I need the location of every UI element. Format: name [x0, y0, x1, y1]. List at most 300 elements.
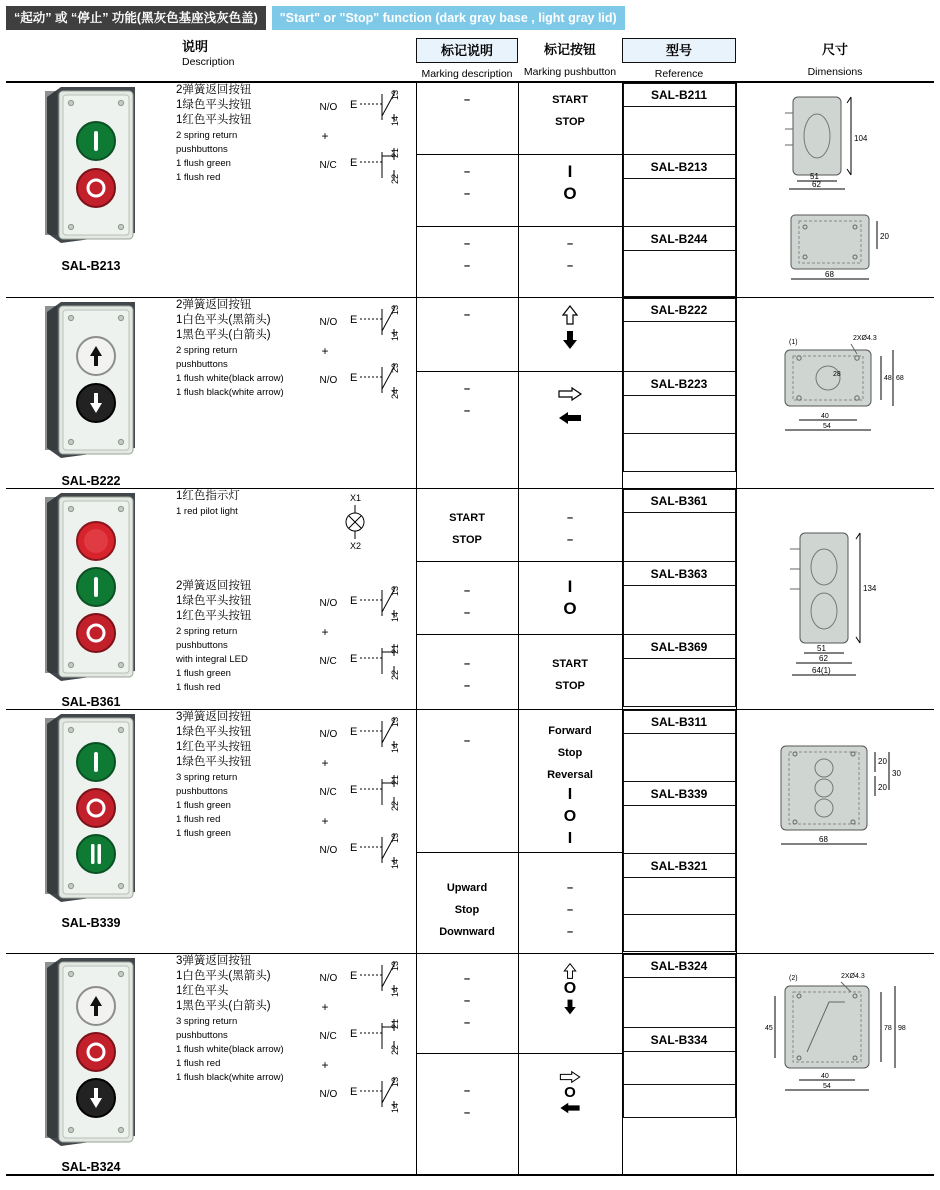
- marking-desc-group: [417, 1054, 518, 1144]
- product-image-cell: [6, 954, 176, 1176]
- marking-desc-group: [417, 298, 518, 372]
- marking-desc-line: –: [463, 973, 471, 985]
- contact-unit-no: [320, 85, 416, 129]
- marking-desc-group: [417, 562, 518, 635]
- marking-desc-line: –: [463, 238, 471, 250]
- svg-text:E: E: [349, 970, 357, 982]
- marking-desc-line: –: [463, 94, 471, 106]
- svg-text:E: E: [349, 1028, 357, 1040]
- header-reference-cn: 型号: [665, 43, 692, 58]
- desc-cn-line: 3弹簧返回按钮: [176, 711, 252, 723]
- desc-en-line: with integral LED: [176, 654, 248, 665]
- reference-code: SAL-B222: [623, 298, 736, 322]
- product-label: SAL-B222: [61, 474, 121, 488]
- dim-label: 78: [884, 1025, 893, 1032]
- marking-desc-group: [417, 710, 518, 853]
- contact-unit-no: [320, 300, 416, 344]
- desc-en-line: 1 flush black(white arrow): [176, 1072, 284, 1083]
- dim-label: 68: [825, 270, 835, 279]
- reference-blank: [623, 322, 736, 372]
- marking-desc-line: –: [463, 309, 471, 321]
- marking-btn-line: –: [566, 904, 574, 916]
- marking-btn-cell: [518, 82, 622, 298]
- product-label: SAL-B213: [61, 259, 121, 273]
- contact-label: N/C: [319, 159, 337, 171]
- marking-desc-line: –: [463, 188, 471, 200]
- marking-btn-line: –: [566, 926, 574, 938]
- nc-contact-symbol: [348, 640, 408, 682]
- nc-contact-symbol: [348, 1015, 408, 1057]
- desc-en-line: 1 flush black(white arrow): [176, 387, 284, 398]
- header-reference-en: Reference: [654, 68, 704, 80]
- arrow-down-solid-icon: [561, 998, 579, 1016]
- dimensions-cell: [736, 82, 934, 298]
- header-marking-btn: [518, 38, 622, 82]
- contact-diagram-group: [320, 954, 416, 1116]
- marking-desc-line: –: [463, 383, 471, 395]
- svg-text:14: 14: [389, 115, 400, 126]
- marking-desc-line: –: [463, 680, 471, 692]
- contact-label: N/O: [319, 597, 338, 609]
- marking-desc-line: Stop: [454, 904, 480, 916]
- desc-cn-line: 1黑色平头(白箭头): [176, 1000, 271, 1012]
- marking-btn-line: Forward: [548, 725, 592, 737]
- marking-btn-group: [519, 562, 622, 635]
- desc-en-line: 1 flush white(black arrow): [176, 373, 284, 384]
- contact-plus: +: [321, 129, 329, 143]
- marking-btn-group: [519, 710, 622, 782]
- header-description-en: Description: [182, 56, 235, 68]
- contact-plus: +: [321, 756, 329, 770]
- svg-text:E: E: [349, 157, 357, 169]
- header-marking-desc-en: Marking description: [421, 68, 513, 80]
- product-label: SAL-B361: [61, 695, 121, 709]
- product-label: SAL-B339: [61, 916, 121, 930]
- desc-en-line: 1 flush green: [176, 800, 231, 811]
- arrow-up-outline-icon: [561, 962, 579, 980]
- desc-en-line: 2 spring return: [176, 626, 238, 637]
- desc-en-line: 1 flush red: [176, 814, 221, 825]
- svg-text:23: 23: [389, 362, 400, 373]
- table-row: [6, 954, 934, 1176]
- dimension-drawing-b324: [745, 968, 925, 1108]
- description-text: [176, 954, 316, 1116]
- reference-blank: [623, 978, 736, 1028]
- desc-cn-line: 1绿色平头按钮: [176, 726, 252, 738]
- dimensions-cell: [736, 954, 934, 1176]
- product-image-cell: [6, 82, 176, 298]
- dim-label: 45: [765, 1025, 774, 1032]
- desc-cn-line: 1绿色平头按钮: [176, 756, 252, 768]
- product-image-cell: [6, 298, 176, 489]
- svg-text:14: 14: [389, 858, 400, 869]
- header-reference-box: [622, 38, 736, 63]
- marking-btn-symbol: I: [567, 830, 573, 847]
- marking-btn-group: [519, 227, 622, 297]
- svg-text:24: 24: [389, 388, 400, 399]
- marking-btn-group: [519, 489, 622, 562]
- banner-english: "Start" or "Stop" function (dark gray base , light gray lid): [272, 6, 625, 30]
- no-contact-symbol: [348, 582, 408, 624]
- svg-text:13: 13: [389, 304, 400, 315]
- desc-cn-line: 1黑色平头(白箭头): [176, 329, 271, 341]
- header-dimensions-cn: 尺寸: [821, 42, 848, 57]
- dim-label: 51: [810, 172, 820, 181]
- dim-label: 2XØ4.3: [853, 335, 877, 342]
- desc-cn-line: 1红色平头按钮: [176, 741, 252, 753]
- marking-btn-symbol: O: [563, 808, 577, 825]
- marking-desc-line: –: [463, 585, 471, 597]
- reference-blank: [623, 513, 736, 562]
- desc-en-line: 1 flush green: [176, 668, 231, 679]
- contact-unit-no: [320, 956, 416, 1000]
- dimension-drawing-b339: [745, 732, 925, 872]
- header-marking-desc-box: [416, 38, 518, 63]
- svg-text:E: E: [349, 726, 357, 738]
- dim-label: 20: [880, 232, 890, 241]
- svg-text:22: 22: [389, 173, 400, 184]
- marking-btn-line: –: [566, 882, 574, 894]
- svg-text:14: 14: [389, 330, 400, 341]
- product-photo-b339: [39, 710, 143, 910]
- dim-label: 28: [833, 371, 842, 378]
- dim-label: 68: [819, 835, 829, 844]
- dim-label: 54: [823, 423, 832, 430]
- dim-label: 134: [863, 584, 877, 593]
- no-contact-symbol: [348, 829, 408, 871]
- marking-desc-group: [417, 635, 518, 707]
- product-photo-b361: [39, 489, 143, 689]
- header-dimensions: [736, 38, 934, 82]
- no-contact-symbol: [348, 713, 408, 755]
- nc-contact-symbol: [348, 144, 408, 186]
- reference-code: SAL-B363: [623, 562, 736, 586]
- marking-desc-line: –: [463, 260, 471, 272]
- contact-label: N/O: [319, 1088, 338, 1100]
- contact-unit-nc: [320, 1014, 416, 1058]
- terminal-label: X1: [349, 493, 361, 503]
- reference-code: SAL-B369: [623, 635, 736, 659]
- header-marking-btn-en: Marking pushbutton: [523, 66, 617, 78]
- reference-blank: [623, 1052, 736, 1085]
- marking-desc-group: [417, 954, 518, 1054]
- banner-chinese: “起动” 或 “停止” 功能(黑灰色基座浅灰色盖): [6, 6, 266, 30]
- desc-cn-line: 1白色平头(黑箭头): [176, 970, 271, 982]
- no-contact-symbol: [348, 301, 408, 343]
- dim-label: 62: [812, 180, 822, 189]
- description-block-pilot: [176, 489, 416, 553]
- marking-btn-group: [519, 635, 622, 707]
- reference-blank: [623, 396, 736, 434]
- reference-cell: [622, 298, 736, 489]
- marking-btn-cell: [518, 954, 622, 1176]
- no-contact-symbol: [348, 86, 408, 128]
- dim-label: 104: [854, 134, 868, 143]
- dim-label: 30: [892, 769, 902, 778]
- header-description: [176, 38, 416, 82]
- marking-desc-group: [417, 155, 518, 227]
- svg-text:14: 14: [389, 986, 400, 997]
- marking-desc-line: –: [463, 1107, 471, 1119]
- marking-btn-symbol: O: [563, 980, 577, 997]
- description-cell: [176, 298, 416, 489]
- description-text: [176, 489, 316, 553]
- marking-desc-cell: [416, 298, 518, 489]
- table-header-row: [6, 38, 934, 82]
- nc-contact-symbol: [348, 771, 408, 813]
- desc-cn-line: 1白色平头(黑箭头): [176, 314, 271, 326]
- no-contact-symbol: [348, 1073, 408, 1115]
- marking-desc-line: –: [463, 166, 471, 178]
- contact-label: N/O: [319, 728, 338, 740]
- table-row: [6, 710, 934, 954]
- svg-text:E: E: [349, 1086, 357, 1098]
- product-image-cell: [6, 489, 176, 710]
- product-photo-b222: [39, 298, 143, 468]
- contact-unit-nc: [320, 639, 416, 683]
- desc-en-line: pushbuttons: [176, 786, 228, 797]
- svg-text:13: 13: [389, 89, 400, 100]
- dimensions-cell: [736, 489, 934, 710]
- contact-unit-no: [320, 712, 416, 756]
- arrow-left-solid-icon: [557, 410, 583, 426]
- dimension-drawing-b361: [750, 523, 920, 693]
- description-text: [176, 298, 316, 402]
- pilot-lamp-symbol: [320, 491, 390, 553]
- svg-text:E: E: [349, 653, 357, 665]
- header-marking-desc: [416, 38, 518, 82]
- marking-btn-symbol: I: [567, 786, 573, 803]
- reference-code: SAL-B213: [623, 155, 736, 179]
- svg-text:22: 22: [389, 1044, 400, 1055]
- dim-label: 40: [821, 1073, 830, 1080]
- header-image-col: [6, 38, 176, 82]
- contact-unit-no: [320, 358, 416, 402]
- product-photo-b213: [39, 83, 143, 253]
- contact-diagram-group: [320, 83, 416, 187]
- marking-btn-group: [519, 83, 622, 155]
- marking-desc-line: –: [463, 607, 471, 619]
- desc-en-line: 1 red pilot light: [176, 506, 238, 517]
- svg-text:E: E: [349, 842, 357, 854]
- header-reference: [622, 38, 736, 82]
- reference-blank: [623, 107, 736, 155]
- header-marking-desc-cn: 标记说明: [440, 43, 493, 58]
- marking-desc-cell: [416, 489, 518, 710]
- dim-label: 62: [819, 654, 829, 663]
- table-row: [6, 82, 934, 298]
- marking-btn-group: [519, 298, 622, 372]
- marking-desc-group: [417, 372, 518, 472]
- contact-diagram-group: [320, 710, 416, 872]
- description-cell: [176, 489, 416, 710]
- reference-blank: [623, 878, 736, 915]
- dim-label: 48: [884, 375, 893, 382]
- contact-diagram-group: [320, 579, 416, 694]
- dim-label: 98: [898, 1025, 907, 1032]
- marking-btn-line: –: [566, 512, 574, 524]
- desc-en-line: 3 spring return: [176, 1016, 238, 1027]
- reference-blank: [623, 659, 736, 707]
- marking-btn-group: [519, 853, 622, 953]
- contact-label: N/O: [319, 316, 338, 328]
- desc-cn-line: 2弹簧返回按钮: [176, 580, 252, 592]
- arrow-right-outline-icon: [558, 1070, 582, 1084]
- marking-btn-group: [519, 372, 622, 472]
- dim-label: 20: [878, 757, 888, 766]
- svg-text:13: 13: [389, 832, 400, 843]
- desc-cn-line: 1红色平头按钮: [176, 114, 252, 126]
- marking-btn-group: [519, 782, 622, 853]
- marking-btn-symbol: O: [563, 599, 577, 618]
- marking-desc-line: Upward: [446, 882, 488, 894]
- header-marking-btn-box: [518, 38, 622, 61]
- desc-cn-line: 1绿色平头按钮: [176, 99, 252, 111]
- dim-label: 68: [896, 375, 905, 382]
- reference-code: SAL-B334: [623, 1028, 736, 1052]
- reference-blank: [623, 179, 736, 227]
- dimensions-cell: [736, 298, 934, 489]
- product-photo-b324: [39, 954, 143, 1154]
- header-banners: [0, 0, 940, 30]
- arrow-right-outline-icon: [557, 386, 583, 402]
- description-text: [176, 83, 316, 187]
- table-row: [6, 489, 934, 710]
- header-description-cn: 说明: [182, 39, 209, 54]
- marking-btn-line: STOP: [555, 680, 585, 692]
- arrow-up-outline-icon: [560, 304, 580, 326]
- svg-text:13: 13: [389, 1076, 400, 1087]
- desc-en-line: pushbuttons: [176, 640, 228, 651]
- contact-label: N/C: [319, 786, 337, 798]
- marking-desc-line: Downward: [439, 926, 495, 938]
- desc-en-line: 1 flush red: [176, 1058, 221, 1069]
- marking-desc-cell: [416, 954, 518, 1176]
- dim-label: 20: [878, 783, 888, 792]
- marking-btn-group: [519, 155, 622, 227]
- contact-plus: +: [321, 814, 329, 828]
- marking-btn-line: Reversal: [547, 769, 593, 781]
- marking-btn-cell: [518, 710, 622, 954]
- contact-plus: +: [321, 1000, 329, 1014]
- no-contact-symbol: [348, 957, 408, 999]
- marking-btn-symbol: I: [567, 162, 573, 181]
- marking-btn-line: Stop: [557, 747, 583, 759]
- dim-label: 40: [821, 413, 830, 420]
- dimension-drawing-top-b213: [755, 205, 915, 295]
- contact-unit-no: [320, 581, 416, 625]
- contact-plus: +: [321, 625, 329, 639]
- description-text: [176, 710, 316, 872]
- svg-text:E: E: [349, 595, 357, 607]
- marking-desc-line: –: [463, 405, 471, 417]
- product-image-cell: [6, 710, 176, 954]
- marking-btn-line: START: [552, 658, 588, 670]
- contact-unit-no: [320, 1072, 416, 1116]
- contact-label: N/O: [319, 844, 338, 856]
- svg-text:22: 22: [389, 800, 400, 811]
- description-cell: [176, 954, 416, 1176]
- reference-blank: [623, 915, 736, 952]
- description-cell: [176, 710, 416, 954]
- header-marking-btn-cn: 标记按钮: [543, 42, 596, 57]
- svg-text:E: E: [349, 99, 357, 111]
- contact-unit-nc: [320, 143, 416, 187]
- contact-label: N/O: [319, 972, 338, 984]
- marking-desc-group: [417, 853, 518, 953]
- reference-code: SAL-B321: [623, 854, 736, 878]
- reference-code: SAL-B361: [623, 489, 736, 513]
- svg-text:21: 21: [389, 643, 400, 654]
- reference-blank: [623, 586, 736, 635]
- reference-code: SAL-B223: [623, 372, 736, 396]
- dim-label: 2XØ4.3: [841, 973, 865, 980]
- svg-text:E: E: [349, 372, 357, 384]
- header-dimensions-en: Dimensions: [807, 66, 863, 78]
- contact-plus: +: [321, 344, 329, 358]
- desc-cn-line: 1绿色平头按钮: [176, 595, 252, 607]
- reference-blank: [623, 806, 736, 854]
- contact-label: N/O: [319, 101, 338, 113]
- contact-label: N/O: [319, 374, 338, 386]
- reference-code: SAL-B244: [623, 227, 736, 251]
- contact-label: N/C: [319, 1030, 337, 1042]
- desc-en-line: 1 flush red: [176, 172, 221, 183]
- reference-code: SAL-B339: [623, 782, 736, 806]
- svg-text:14: 14: [389, 611, 400, 622]
- marking-desc-cell: [416, 82, 518, 298]
- desc-en-line: pushbuttons: [176, 359, 228, 370]
- marking-btn-line: START: [552, 94, 588, 106]
- svg-text:13: 13: [389, 585, 400, 596]
- desc-cn-line: 3弹簧返回按钮: [176, 955, 252, 967]
- svg-text:E: E: [349, 784, 357, 796]
- contact-diagram-group: [320, 489, 416, 553]
- arrow-down-solid-icon: [560, 329, 580, 351]
- marking-desc-group: [417, 83, 518, 155]
- table-row: [6, 298, 934, 489]
- svg-text:E: E: [349, 314, 357, 326]
- marking-btn-cell: [518, 489, 622, 710]
- reference-cell: [622, 710, 736, 954]
- reference-blank: [623, 734, 736, 782]
- desc-en-line: pushbuttons: [176, 144, 228, 155]
- marking-desc-line: –: [463, 735, 471, 747]
- marking-desc-line: –: [463, 1085, 471, 1097]
- marking-desc-line: –: [463, 1017, 471, 1029]
- dimension-drawing-b222: [745, 324, 925, 454]
- marking-desc-line: STOP: [452, 534, 482, 546]
- dimensions-cell: [736, 710, 934, 954]
- contact-unit-nc: [320, 770, 416, 814]
- marking-desc-line: START: [449, 512, 485, 524]
- dim-label: (1): [789, 339, 798, 346]
- marking-btn-symbol: O: [564, 1084, 576, 1101]
- reference-code: SAL-B211: [623, 83, 736, 107]
- desc-en-line: 1 flush white(black arrow): [176, 1044, 284, 1055]
- marking-desc-line: –: [463, 658, 471, 670]
- desc-cn-line: 1红色平头按钮: [176, 610, 252, 622]
- marking-desc-group: [417, 489, 518, 562]
- arrow-left-solid-icon: [558, 1101, 582, 1115]
- svg-text:21: 21: [389, 147, 400, 158]
- svg-text:14: 14: [389, 742, 400, 753]
- reference-blank: [623, 1085, 736, 1118]
- desc-cn-line: 2弹簧返回按钮: [176, 299, 252, 311]
- contact-label: N/C: [319, 655, 337, 667]
- no-contact-symbol: [348, 359, 408, 401]
- description-block-pushbuttons: [176, 579, 416, 694]
